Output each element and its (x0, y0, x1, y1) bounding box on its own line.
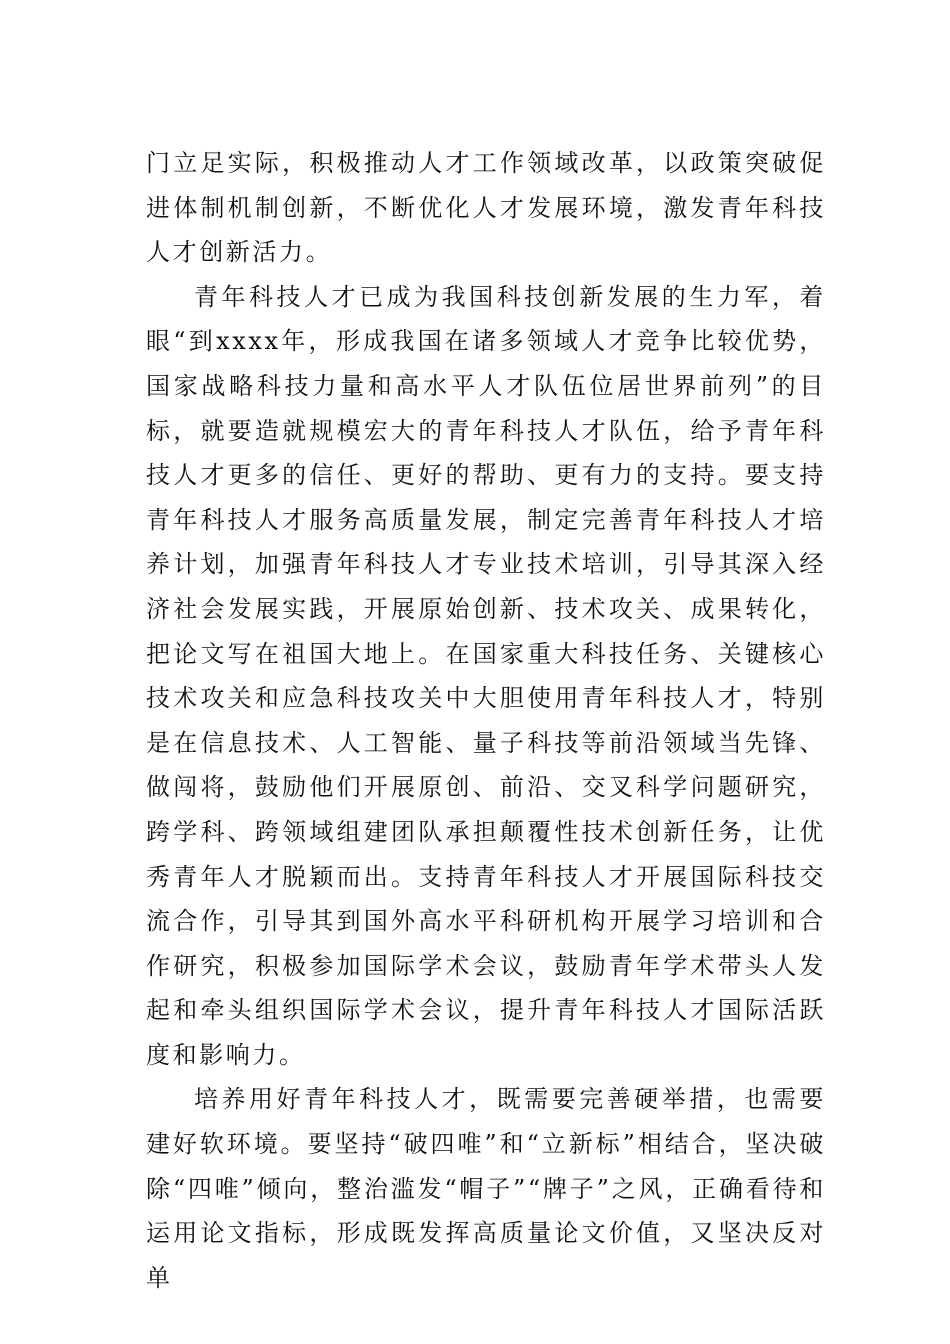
paragraph-environment: 培养用好青年科技人才，既需要完善硬举措，也需要建好软环境。要坚持“破四唯”和“立新标”相结合，坚决破除“四唯”倾向，整治滥发“帽子”“牌子”之风，正确看待和运用论文指标，形成既发挥高质量论文价值，又坚决反对单 (146, 1085, 826, 1292)
paragraph-youth-talent: 青年科技人才已成为我国科技创新发展的生力军，着眼“到xxxx年，形成我国在诸多领域人才竞争比较优势，国家战略科技力量和高水平人才队伍位居世界前列”的目标，就要造就规模宏大的青年科技人才队伍，给予青年科技人才更多的信任、更好的帮助、更有力的支持。要支持青年科技人才服务高质量发展，制定完善青年科技人才培养计划，加强青年科技人才专业技术培训，引导其深入经济社会发展实践，开展原始创新、技术攻关、成果转化，把论文写在祖国大地上。在国家重大科技任务、关键核心技术攻关和应急科技攻关中大胆使用青年科技人才，特别是在信息技术、人工智能、量子科技等前沿领域当先锋、做闯将，鼓励他们开展原创、前沿、交叉科学问题研究，跨学科、跨领域组建团队承担颠覆性技术创新任务，让优秀青年人才脱颖而出。支持青年科技人才开展国际科技交流合作，引导其到国外高水平科研机构开展学习培训和合作研究，积极参加国际学术会议，鼓励青年学术带头人发起和牵头组织国际学术会议，提升青年科技人才国际活跃度和影响力。 (146, 282, 826, 1069)
paragraph-continued: 门立足实际，积极推动人才工作领域改革，以政策突破促进体制机制创新，不断优化人才发展环境，激发青年科技人才创新活力。 (146, 149, 826, 267)
document-body (146, 141, 826, 1300)
